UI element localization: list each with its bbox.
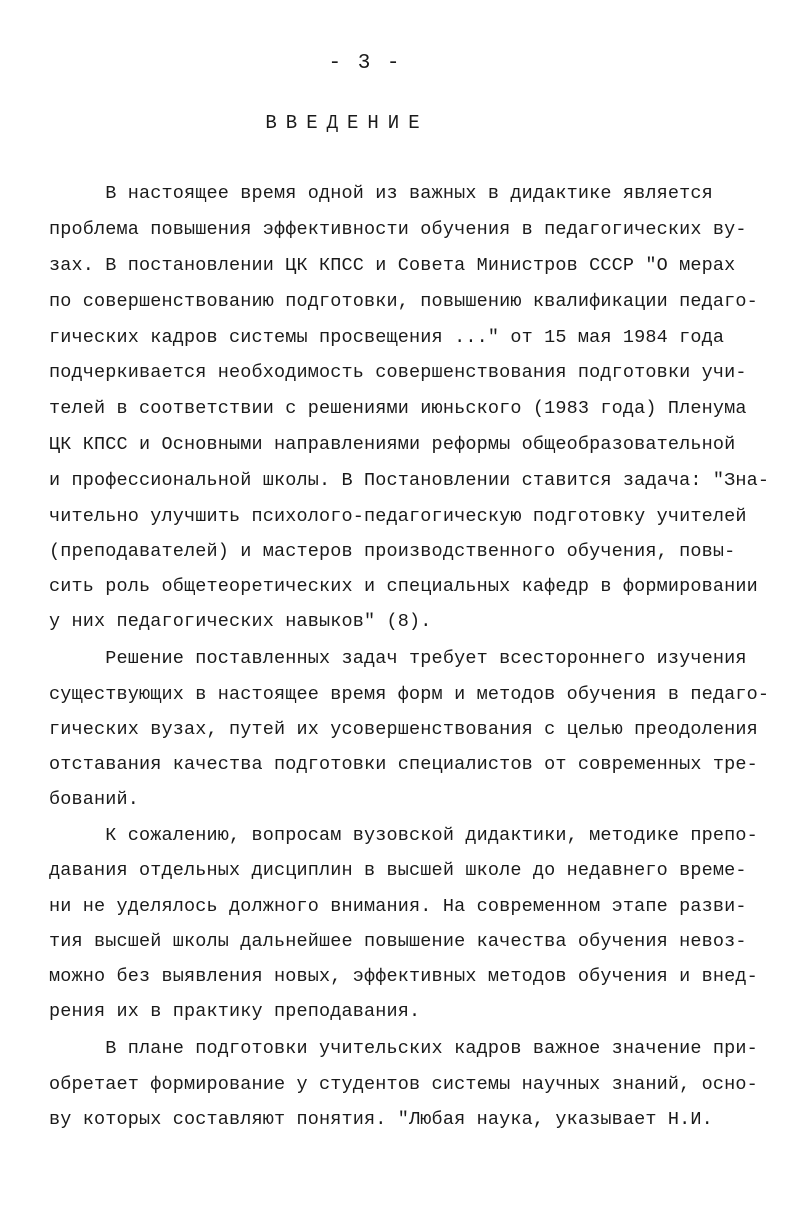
- text-line: рения их в практику преподавания.: [49, 1001, 421, 1022]
- section-heading: ВВЕДЕНИЕ: [265, 112, 429, 134]
- text-line: по совершенствованию подготовки, повышению квалификации педаго-: [49, 291, 758, 312]
- text-line: гических вузах, путей их усовершенствования с целью преодоления: [49, 719, 758, 740]
- text-line: К сожалению, вопросам вузовской дидактики, методике препо-: [49, 825, 758, 846]
- text-line: обретает формирование у студентов системы научных знаний, осно-: [49, 1074, 758, 1095]
- text-line: ву которых составляют понятия. "Любая наука, указывает Н.И.: [49, 1109, 713, 1130]
- text-line: тия высшей школы дальнейшее повышение качества обучения невоз-: [49, 931, 747, 952]
- text-line: Решение поставленных задач требует всестороннего изучения: [49, 648, 747, 669]
- text-line: давания отдельных дисциплин в высшей школе до недавнего време-: [49, 860, 747, 881]
- text-line: сить роль общетеоретических и специальных кафедр в формировании: [49, 576, 758, 597]
- text-line: (преподавателей) и мастеров производственного обучения, повы-: [49, 541, 736, 562]
- text-line: отставания качества подготовки специалистов от современных тре-: [49, 754, 758, 775]
- text-line: можно без выявления новых, эффективных методов обучения и внед-: [49, 966, 758, 987]
- text-line: гических кадров системы просвещения ..." от 15 мая 1984 года: [49, 327, 725, 348]
- text-line: В настоящее время одной из важных в дидактике является: [49, 183, 713, 204]
- text-line: у них педагогических навыков" (8).: [49, 611, 432, 632]
- text-line: подчеркивается необходимость совершенствования подготовки учи-: [49, 362, 747, 383]
- text-line: чительно улучшить психолого-педагогическую подготовку учителей: [49, 506, 747, 527]
- text-line: ЦК КПСС и Основными направлениями реформы общеобразовательной: [49, 434, 736, 455]
- text-line: существующих в настоящее время форм и методов обучения в педаго-: [49, 684, 770, 705]
- page-number: - 3 -: [328, 52, 402, 75]
- text-line: ни не уделялось должного внимания. На современном этапе разви-: [49, 896, 747, 917]
- text-line: бований.: [49, 789, 140, 810]
- text-line: В плане подготовки учительских кадров важное значение при-: [49, 1038, 758, 1059]
- text-line: телей в соответствии с решениями июньского (1983 года) Пленума: [49, 398, 747, 419]
- text-line: зах. В постановлении ЦК КПСС и Совета Министров СССР "О мерах: [49, 255, 736, 276]
- text-line: и профессиональной школы. В Постановлении ставится задача: "Зна-: [49, 470, 770, 491]
- text-line: проблема повышения эффективности обучения в педагогических ву-: [49, 219, 747, 240]
